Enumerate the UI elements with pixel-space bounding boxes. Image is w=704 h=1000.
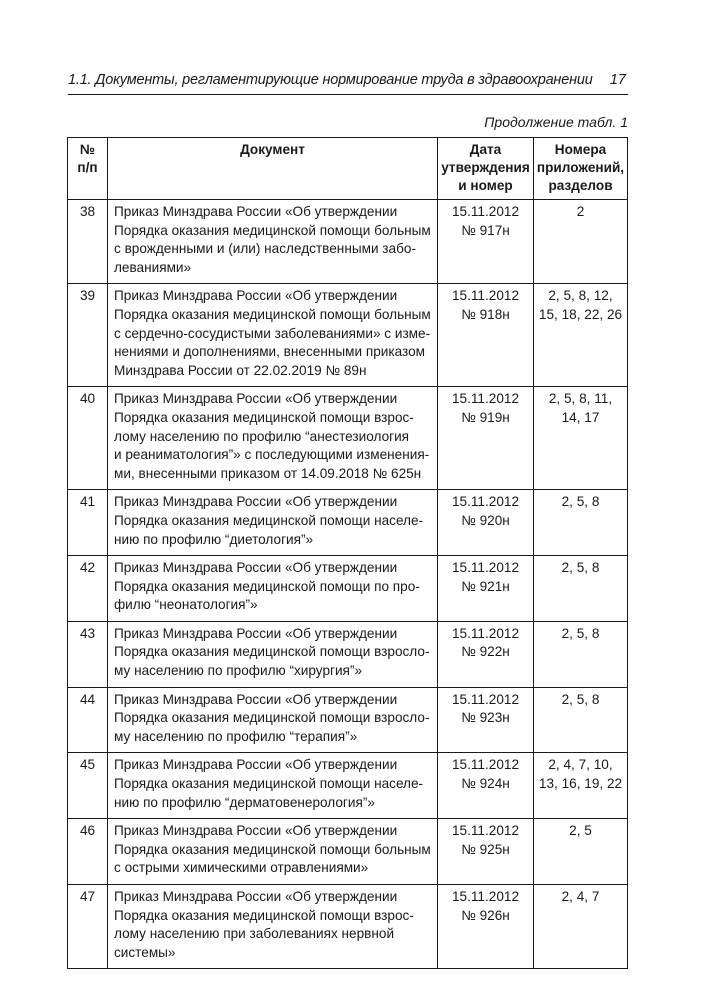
document-title-line: и реаниматология”» с последующими изменения- (114, 447, 430, 463)
appendix-numbers (534, 819, 628, 885)
document-title-line: Порядка оказания медицинской помощи больным (114, 841, 431, 857)
document-title-line: Порядка оказания медицинской помощи взрос- (114, 907, 414, 923)
row-number: 42 (68, 556, 108, 622)
running-header (68, 70, 628, 95)
approval-date-line: 15.11.2012 (451, 204, 520, 219)
approval-date-line: № 918н (461, 306, 510, 322)
document-title-line: Порядка оказания медицинской помощи взросло- (114, 644, 430, 660)
column-header-number (68, 138, 108, 200)
approval-date-number (438, 556, 534, 622)
document-title-line: с сердечно-сосудистыми заболеваниями» с изме- (114, 325, 431, 341)
document-title-line: лому населению при заболеваниях нервной (114, 926, 395, 942)
row-number: 41 (68, 490, 108, 556)
table-header-row (68, 138, 628, 200)
approval-date-line: 15.11.2012 (451, 823, 520, 839)
approval-date-line: № 924н (461, 776, 510, 792)
column-header-appendices (534, 138, 628, 200)
appendix-numbers (534, 621, 628, 687)
row-number: 47 (68, 885, 108, 969)
document-title-line: Порядка оказания медицинской помощи взросло- (114, 710, 430, 726)
approval-date-line: 15.11.2012 (451, 494, 520, 510)
document-title-line: нениями и дополнениями, внесенными приказом (114, 344, 425, 360)
table-row (68, 284, 628, 387)
document-title-line: Приказ Минздрава России «Об утверждении (114, 391, 398, 407)
approval-date-number (438, 687, 534, 753)
document-title-line: Минздрава России от 22.02.2019 № 89н (114, 362, 367, 378)
page-number: 17 (609, 72, 626, 88)
column-header-date (438, 138, 534, 200)
column-header-line: Дата (469, 142, 502, 157)
approval-date-line: 15.11.2012 (451, 889, 520, 904)
appendix-numbers-line: 2, 5, 8 (561, 494, 600, 510)
column-header-line: разделов (548, 178, 613, 193)
appendix-numbers (534, 753, 628, 819)
document-title-line: Приказ Минздрава России «Об утверждении (114, 757, 398, 773)
approval-date-number (438, 621, 534, 687)
approval-date-number (438, 753, 534, 819)
document-title-line: Порядка оказания медицинской помощи населе- (114, 512, 424, 528)
approval-date-line: 15.11.2012 (451, 288, 520, 304)
approval-date-line: 15.11.2012 (451, 560, 520, 576)
appendix-numbers-line: 2, 5, 8 (561, 560, 600, 576)
column-header-document (108, 138, 438, 200)
document-title-line: Порядка оказания медицинской помощи населе- (114, 776, 424, 792)
document-title-line: Приказ Минздрава России «Об утверждении (114, 204, 398, 219)
appendix-numbers-line: 2, 5, 8, 12, (548, 288, 613, 304)
document-title (108, 753, 438, 819)
document-title-line: с врожденными и (или) наследственными забо- (114, 241, 416, 257)
approval-date-number (438, 819, 534, 885)
document-title (108, 885, 438, 969)
document-title-line: Порядка оказания медицинской помощи больным (114, 306, 431, 322)
document-title-line: му населению по профилю “хирургия”» (114, 663, 362, 679)
appendix-numbers-line: 15, 18, 22, 26 (538, 306, 623, 322)
appendix-numbers (534, 885, 628, 969)
document-title-line: с острыми химическими отравлениями» (114, 860, 369, 876)
appendix-numbers-line: 2, 4, 7 (561, 889, 600, 904)
appendix-numbers (534, 387, 628, 490)
document-title (108, 687, 438, 753)
table-row (68, 885, 628, 969)
approval-date-number (438, 387, 534, 490)
row-number: 39 (68, 284, 108, 387)
table-row (68, 200, 628, 284)
approval-date-number (438, 490, 534, 556)
table-row (68, 387, 628, 490)
table-row (68, 490, 628, 556)
approval-date-line: № 917н (461, 222, 510, 238)
column-header-line: и номер (458, 178, 513, 193)
table-continuation-note: Продолжение табл. 1 (484, 114, 628, 130)
row-number: 43 (68, 621, 108, 687)
approval-date-line: 15.11.2012 (451, 625, 520, 641)
section-title: 1.1. Документы, регламентирующие нормирование труда в здравоохранении (68, 72, 593, 88)
appendix-numbers (534, 284, 628, 387)
document-title (108, 621, 438, 687)
appendix-numbers-line: 2, 5, 8, 11, (548, 391, 613, 407)
appendix-numbers (534, 687, 628, 753)
document-title-line: Приказ Минздрава России «Об утверждении (114, 625, 398, 641)
appendix-numbers-line: 13, 16, 19, 22 (538, 776, 623, 792)
approval-date-number (438, 885, 534, 969)
document-title (108, 490, 438, 556)
document-title-line: филю “неонатология”» (114, 597, 258, 613)
approval-date-line: № 920н (461, 512, 510, 528)
document-title-line: Приказ Минздрава России «Об утверждении (114, 691, 398, 707)
document-title-line: Приказ Минздрава России «Об утверждении (114, 823, 398, 839)
table-row (68, 819, 628, 885)
document-title-line: Порядка оказания медицинской помощи по про- (114, 578, 420, 594)
column-header-line: приложений, (536, 160, 625, 175)
column-header-line: утверждения (441, 160, 530, 175)
row-number: 45 (68, 753, 108, 819)
row-number: 46 (68, 819, 108, 885)
document-title-line: нию по профилю “диетология”» (114, 531, 314, 547)
document-title-line: лому населению по профилю “анестезиология (114, 428, 410, 444)
document-title-line: му населению по профилю “терапия”» (114, 728, 358, 744)
appendix-numbers-line: 2, 5 (569, 823, 592, 839)
appendix-numbers-line: 14, 17 (561, 409, 600, 425)
column-header-line: п/п (77, 160, 98, 175)
appendix-numbers-line: 2, 5, 8 (561, 691, 600, 707)
table-row (68, 753, 628, 819)
document-title-line: Приказ Минздрава России «Об утверждении (114, 560, 398, 576)
approval-date-number (438, 284, 534, 387)
approval-date-line: 15.11.2012 (451, 757, 520, 773)
row-number: 38 (68, 200, 108, 284)
approval-date-number (438, 200, 534, 284)
document-title-line: Приказ Минздрава России «Об утверждении (114, 288, 398, 304)
document-title (108, 556, 438, 622)
approval-date-line: № 919н (461, 409, 510, 425)
table-row (68, 621, 628, 687)
document-title (108, 387, 438, 490)
document-title-line: системы» (114, 944, 176, 960)
approval-date-line: № 921н (461, 578, 510, 594)
approval-date-line: № 923н (461, 710, 510, 726)
document-title-line: Порядка оказания медицинской помощи взрос- (114, 409, 414, 425)
approval-date-line: 15.11.2012 (451, 391, 520, 407)
document-title-line: нию по профилю “дерматовенерология”» (114, 794, 375, 810)
row-number: 44 (68, 687, 108, 753)
approval-date-line: № 926н (461, 907, 510, 923)
document-title (108, 819, 438, 885)
appendix-numbers-line: 2, 5, 8 (561, 625, 600, 641)
document-title (108, 284, 438, 387)
documents-table (67, 137, 628, 969)
document-title-line: ми, внесенными приказом от 14.09.2018 № 625н (114, 465, 422, 481)
appendix-numbers-line: 2 (576, 204, 585, 219)
column-header-line: Документ (240, 142, 305, 157)
document-title (108, 200, 438, 284)
approval-date-line: 15.11.2012 (451, 691, 520, 707)
table-row (68, 687, 628, 753)
appendix-numbers (534, 200, 628, 284)
column-header-line: № (79, 142, 96, 157)
approval-date-line: № 925н (461, 841, 510, 857)
document-title-line: Приказ Минздрава России «Об утверждении (114, 889, 398, 904)
appendix-numbers-line: 2, 4, 7, 10, (548, 757, 613, 773)
document-title-line: Порядка оказания медицинской помощи больным (114, 222, 431, 238)
approval-date-line: № 922н (461, 644, 510, 660)
column-header-line: Номера (554, 142, 607, 157)
appendix-numbers (534, 490, 628, 556)
table-row (68, 556, 628, 622)
document-title-line: Приказ Минздрава России «Об утверждении (114, 494, 398, 510)
appendix-numbers (534, 556, 628, 622)
table-body (68, 200, 628, 969)
document-title-line: леваниями» (114, 259, 192, 275)
row-number: 40 (68, 387, 108, 490)
